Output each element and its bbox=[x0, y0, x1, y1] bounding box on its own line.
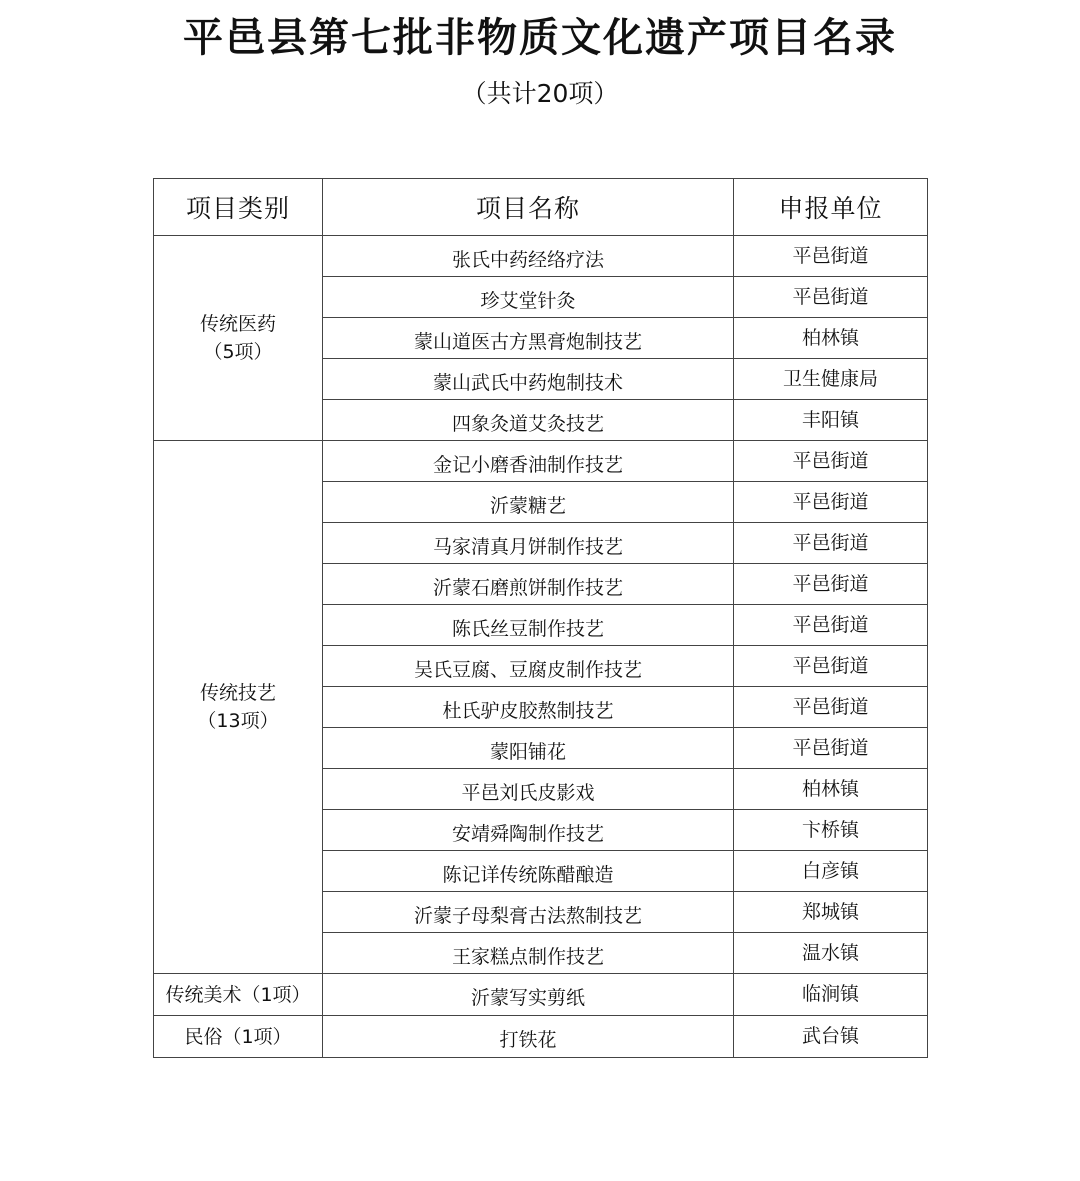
category-count: （5项） bbox=[203, 341, 273, 363]
project-name-cell: 杜氏驴皮胶熬制技艺 bbox=[323, 687, 734, 728]
document-title: 平邑县第七批非物质文化遗产项目名录 bbox=[183, 15, 897, 61]
project-name-cell: 沂蒙石磨煎饼制作技艺 bbox=[323, 564, 734, 605]
category-cell bbox=[154, 974, 323, 1016]
header-applicant-unit: 申报单位 bbox=[734, 179, 928, 236]
applicant-unit-cell: 平邑街道 bbox=[734, 441, 928, 482]
project-name-cell: 张氏中药经络疗法 bbox=[323, 236, 734, 277]
category-label: 民俗（1项） bbox=[184, 1025, 292, 1048]
applicant-unit-cell: 平邑街道 bbox=[734, 523, 928, 564]
applicant-unit-cell: 平邑街道 bbox=[734, 236, 928, 277]
document-subtitle: （共计20项） bbox=[461, 79, 619, 108]
category-cell bbox=[154, 236, 323, 441]
table-header-row bbox=[154, 179, 928, 236]
applicant-unit-cell: 平邑街道 bbox=[734, 482, 928, 523]
applicant-unit-cell: 柏林镇 bbox=[734, 318, 928, 359]
project-name-cell: 王家糕点制作技艺 bbox=[323, 933, 734, 974]
category-label: 传统美术（1项） bbox=[165, 983, 311, 1006]
table-row bbox=[154, 441, 928, 482]
applicant-unit-cell: 平邑街道 bbox=[734, 728, 928, 769]
table-row bbox=[154, 236, 928, 277]
category-label: 传统技艺 bbox=[199, 682, 276, 704]
category-cell bbox=[154, 441, 323, 974]
project-name-cell: 四象灸道艾灸技艺 bbox=[323, 400, 734, 441]
project-name-cell: 蒙山武氏中药炮制技术 bbox=[323, 359, 734, 400]
category-label: 传统医药 bbox=[199, 313, 276, 335]
applicant-unit-cell: 临涧镇 bbox=[734, 974, 928, 1016]
project-name-cell: 陈记详传统陈醋酿造 bbox=[323, 851, 734, 892]
applicant-unit-cell: 白彦镇 bbox=[734, 851, 928, 892]
applicant-unit-cell: 武台镇 bbox=[734, 1016, 928, 1058]
project-name-cell: 沂蒙写实剪纸 bbox=[323, 974, 734, 1016]
project-name-cell: 沂蒙子母梨膏古法熬制技艺 bbox=[323, 892, 734, 933]
project-name-cell: 安靖舜陶制作技艺 bbox=[323, 810, 734, 851]
applicant-unit-cell: 平邑街道 bbox=[734, 646, 928, 687]
project-name-cell: 打铁花 bbox=[323, 1016, 734, 1058]
project-name-cell: 沂蒙糖艺 bbox=[323, 482, 734, 523]
project-name-cell: 金记小磨香油制作技艺 bbox=[323, 441, 734, 482]
applicant-unit-cell: 平邑街道 bbox=[734, 605, 928, 646]
project-name-cell: 马家清真月饼制作技艺 bbox=[323, 523, 734, 564]
project-name-cell: 吴氏豆腐、豆腐皮制作技艺 bbox=[323, 646, 734, 687]
applicant-unit-cell: 平邑街道 bbox=[734, 687, 928, 728]
category-count: （13项） bbox=[197, 710, 279, 732]
applicant-unit-cell: 郑城镇 bbox=[734, 892, 928, 933]
project-name-cell: 蒙山道医古方黑膏炮制技艺 bbox=[323, 318, 734, 359]
table-body bbox=[154, 236, 928, 1058]
table-row bbox=[154, 1016, 928, 1058]
applicant-unit-cell: 柏林镇 bbox=[734, 769, 928, 810]
applicant-unit-cell: 平邑街道 bbox=[734, 564, 928, 605]
applicant-unit-cell: 卞桥镇 bbox=[734, 810, 928, 851]
applicant-unit-cell: 温水镇 bbox=[734, 933, 928, 974]
heritage-list-table bbox=[153, 178, 928, 1058]
table-row bbox=[154, 974, 928, 1016]
project-name-cell: 蒙阳铺花 bbox=[323, 728, 734, 769]
project-name-cell: 平邑刘氏皮影戏 bbox=[323, 769, 734, 810]
project-name-cell: 陈氏丝豆制作技艺 bbox=[323, 605, 734, 646]
applicant-unit-cell: 丰阳镇 bbox=[734, 400, 928, 441]
header-project-name: 项目名称 bbox=[323, 179, 734, 236]
category-cell bbox=[154, 1016, 323, 1058]
header-category: 项目类别 bbox=[154, 179, 323, 236]
project-name-cell: 珍艾堂针灸 bbox=[323, 277, 734, 318]
applicant-unit-cell: 卫生健康局 bbox=[734, 359, 928, 400]
applicant-unit-cell: 平邑街道 bbox=[734, 277, 928, 318]
